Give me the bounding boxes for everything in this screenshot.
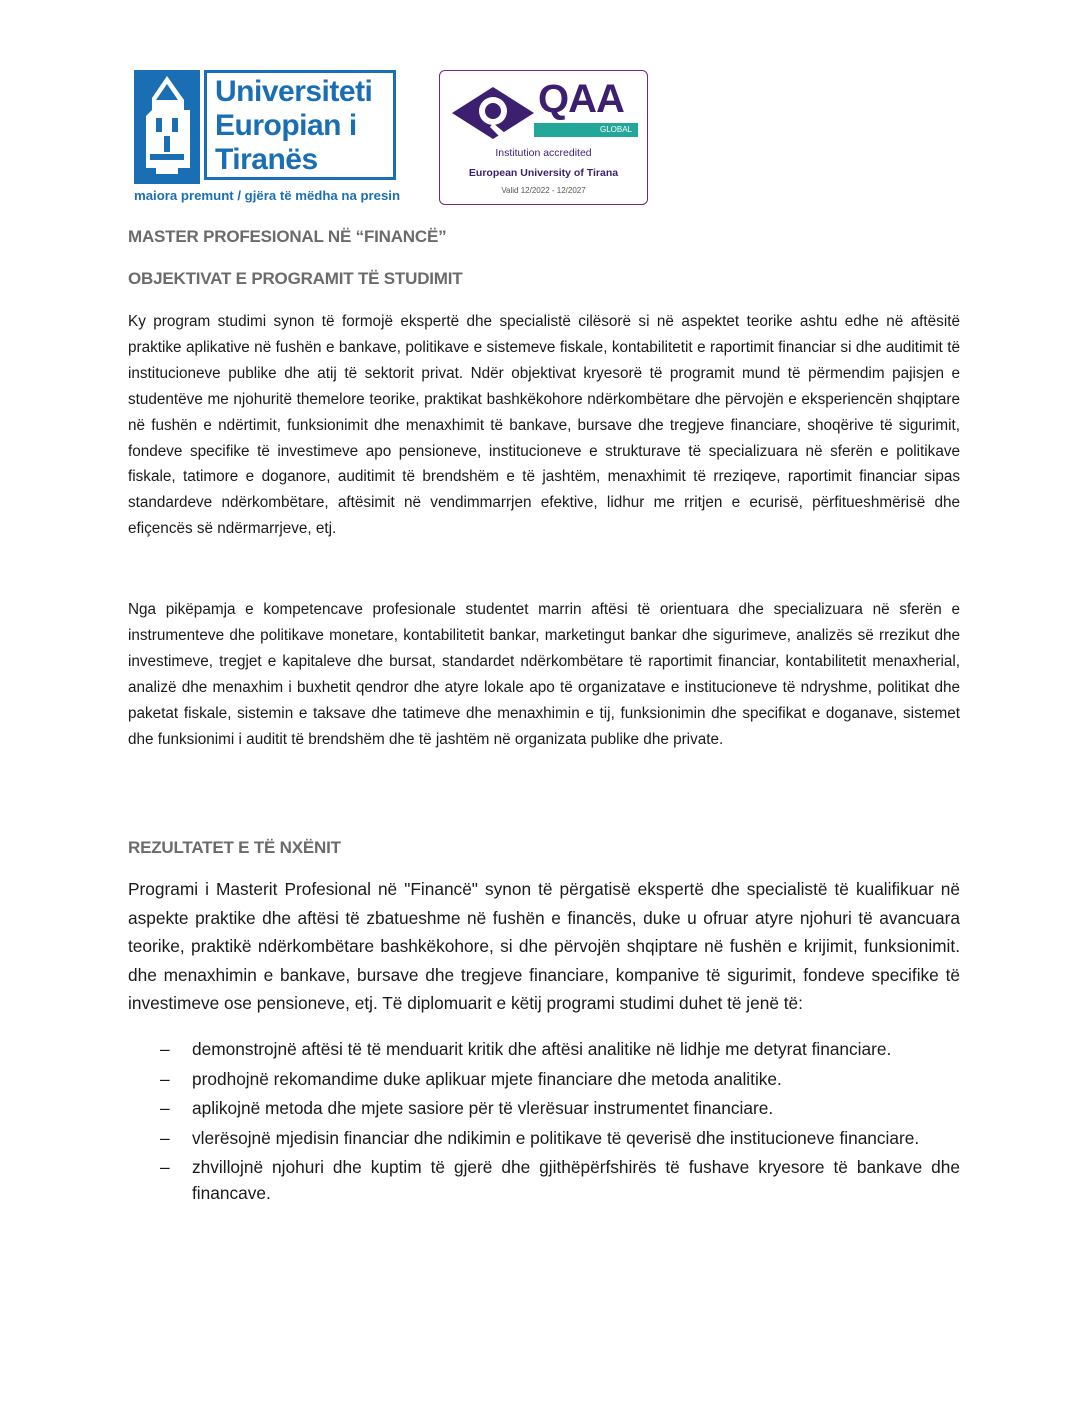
section-heading-objectives: OBJEKTIVAT E PROGRAMIT TË STUDIMIT	[128, 269, 463, 288]
list-item-text: aplikojnë metoda dhe mjete sasiore për të vlerësuar instrumentet financiare.	[192, 1098, 774, 1119]
qaa-accreditation-badge	[439, 70, 648, 205]
university-name	[215, 75, 372, 177]
list-item	[160, 1036, 960, 1062]
university-logo	[134, 70, 404, 210]
university-name-line: Universiteti	[215, 75, 373, 108]
dash-bullet: –	[160, 1039, 170, 1059]
qaa-emblem-icon	[450, 83, 536, 143]
document-title: MASTER PROFESIONAL NË “FINANCË”	[128, 227, 447, 246]
competences-paragraph: Nga pikëpamja e kompetencave profesionale studentet marrin aftësi të orientuara dhe specializuara në sferën e instrumenteve dhe politikave monetare, kontabilitetit bankar, marketingut bankar dhe sigurimeve, analizës së rrezikut dhe investimeve, tregjet e kapitaleve dhe bursat, standardet ndërkombëtare të raportimit financiar, kontabilitetit menaxherial, analizë dhe menaxhim i buxhetit qendror dhe atyre lokale apo të organizatave e institucioneve të ndryshme, politikat dhe paketat fiskale, sistemin e taksave dhe tatimeve dhe menaxhimin e tij, funksionimin dhe specifikat e doganave, sistemet dhe funksionimi i auditit të brendshëm dhe të jashtëm në organizata publike dhe private.	[128, 601, 960, 748]
list-item-text: demonstrojnë aftësi të të menduarit kritik dhe aftësi analitike në lidhje me detyrat financiare.	[192, 1039, 892, 1059]
outcomes-paragraph: Programi i Masterit Profesional në "Financë" synon të përgatisë ekspertë dhe specialistë të kualifikuar në aspekte praktike dhe aftësi të zbatueshme në fushën e financës, duke u ofruar atyre njohuri të avancuara teorike, praktikë ndërkombëtare bashkëkohore, si dhe përvojën shqiptare në fushën e krijimit, funksionimit. dhe menaxhimin e bankave, bursave dhe tregjeve financiare, kompanive të sigurimit, fondeve specifike të investimeve ose pensioneve, etj. Të diplomuarit e këtij programi studimi duhet të jenë të:	[128, 879, 960, 1014]
list-item	[160, 1095, 960, 1121]
outcomes-list	[160, 1036, 960, 1210]
university-building-icon	[134, 70, 200, 184]
list-item	[160, 1125, 960, 1151]
university-name-line: Tiranës	[215, 143, 318, 176]
section-heading-outcomes: REZULTATET E TË NXËNIT	[128, 838, 341, 857]
qaa-validity: Valid 12/2022 - 12/2027	[501, 186, 586, 195]
list-item	[160, 1066, 960, 1092]
qaa-global-label: GLOBAL	[599, 125, 632, 134]
list-item	[160, 1154, 960, 1206]
dash-bullet: –	[160, 1157, 170, 1178]
dash-bullet: –	[160, 1068, 170, 1089]
qaa-accredited-text: Institution accredited	[495, 147, 592, 159]
university-name-line: Europian i	[215, 109, 357, 142]
dash-bullet: –	[160, 1127, 170, 1148]
qaa-letters: QAA	[538, 77, 624, 121]
list-item-text: vlerësojnë mjedisin financiar dhe ndikimin e politikave të qeverisë dhe institucioneve financiare.	[192, 1127, 920, 1148]
university-name-box	[204, 70, 396, 180]
list-item-text: prodhojnë rekomandime duke aplikuar mjete financiare dhe metoda analitike.	[192, 1068, 782, 1089]
qaa-global-bar	[534, 123, 638, 137]
list-item-text: zhvillojnë njohuri dhe kuptim të gjerë dhe gjithëpërfshirës të fushave kryesore të bankave dhe financave.	[192, 1157, 960, 1204]
objectives-paragraph: Ky program studimi synon të formojë ekspertë dhe specialistë cilësorë si në aspektet teorike ashtu edhe në aftësitë praktike aplikative në fushën e bankave, politikave e sistemeve fiskale, kontabilitetit e raportimit financiar si dhe auditimit të institucioneve publike dhe atij të sektorit privat. Ndër objektivat kryesorë të programit mund të përmendim pajisjen e studentëve me njohuritë themelore teorike, praktikat bashkëkohore ndërkombëtare dhe përvojën e eksperiencën shqiptare në fushën e ndërtimit, funksionimit dhe menaxhimit të bankave, bursave dhe tregjeve financiare, shoqërive të sigurimit, fondeve specifike të investimeve apo pensioneve, institucioneve e strukturave të specializuara në sferën e politikave fiskale, tatimore e doganore, auditimit të brendshëm e të jashtëm, menaxhimit të rreziqeve, raportimit financiar sipas standardeve ndërkombëtare, aftësimit në vendimmarrjen efektive, lidhur me rritjen e ecurisë, përfitueshmërisë dhe efiçencës së ndërmarrjeve, etj.	[128, 313, 960, 538]
university-motto: maiora premunt / gjëra të mëdha na presin	[134, 188, 401, 203]
dash-bullet: –	[160, 1098, 170, 1119]
qaa-institution-name: European University of Tirana	[468, 167, 619, 179]
